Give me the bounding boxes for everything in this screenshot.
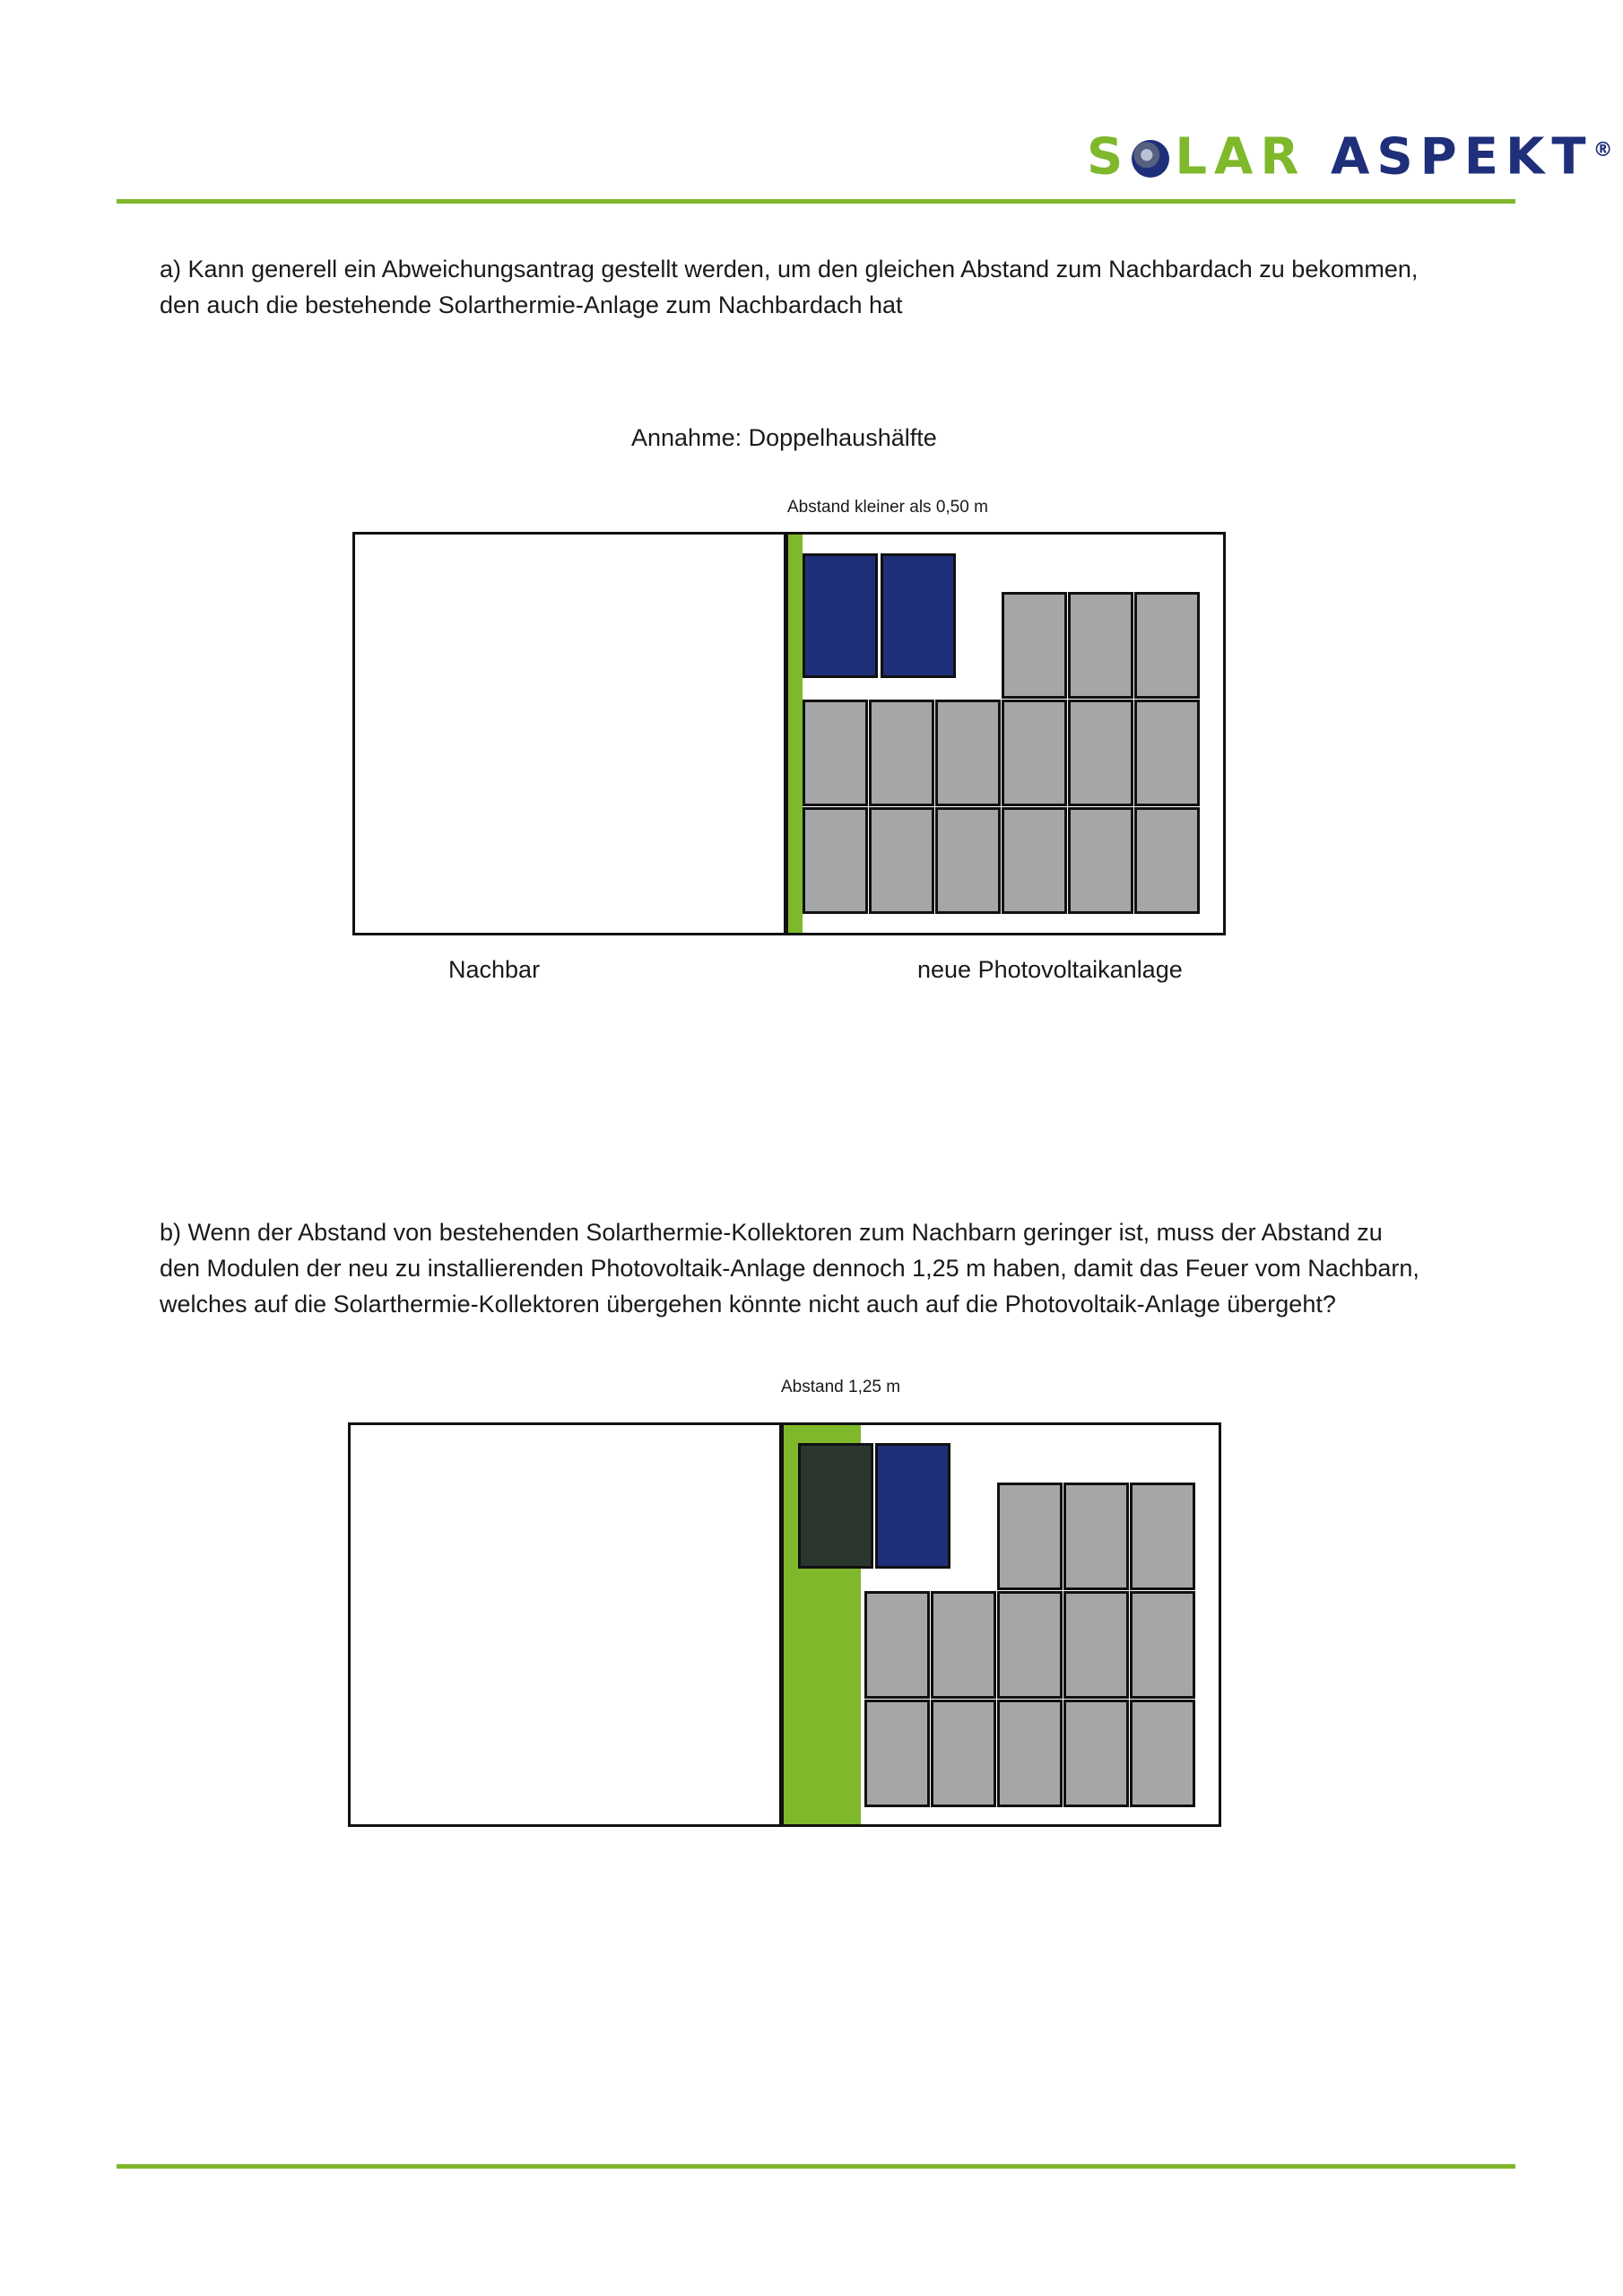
solarthermie-collector [881,553,956,678]
pv-module [935,807,1001,914]
pv-module [1130,1591,1195,1699]
figure-a-distance-label: Abstand kleiner als 0,50 m [787,498,988,517]
logo-word-aspekt: ASPEKT [1331,127,1593,187]
globe-icon [1132,140,1169,178]
pv-module [1130,1483,1195,1590]
registered-mark: ® [1593,139,1620,161]
pv-module [935,700,1001,806]
pv-module [1063,1483,1129,1590]
question-b-line-1: b) Wenn der Abstand von bestehenden Solarthermie-Kollektoren zum Nachbarn geringer ist, muss der Abstand zu [160,1219,1383,1246]
pv-module [931,1700,996,1807]
logo-letter-s: S [1087,127,1131,187]
pv-module [864,1700,930,1807]
solarthermie-collector-overlap [798,1443,873,1569]
question-b [160,1214,1487,1322]
pv-module [864,1591,930,1699]
pv-module [931,1591,996,1699]
pv-module [1134,592,1200,699]
solarthermie-collector [803,553,878,678]
header-rule [117,199,1515,204]
pv-module [1063,1700,1129,1807]
pv-module [1068,807,1133,914]
question-a-line-2: den auch die bestehende Solarthermie-Anlage zum Nachbardach hat [160,291,903,318]
question-b-line-3: welches auf die Solarthermie-Kollektoren übergehen könnte nicht auch auf die Photovoltaik-Anlage übergeht? [160,1291,1336,1318]
footer-rule [117,2164,1515,2169]
question-b-line-2: den Modulen der neu zu installierenden Photovoltaik-Anlage dennoch 1,25 m haben, damit das Feuer vom Nachbarn, [160,1255,1419,1282]
company-logo [1087,124,1620,185]
question-a [160,251,1487,323]
pv-module [869,700,934,806]
pv-module [1134,807,1200,914]
pv-module [803,700,868,806]
pv-module [997,1483,1063,1590]
fire-gap-strip-a [788,535,803,933]
logo-word-lar: LAR [1175,127,1306,187]
pv-module [803,807,868,914]
pv-module [1002,700,1067,806]
pv-module [1134,700,1200,806]
pv-module [997,1591,1063,1699]
figure-a-title: Annahme: Doppelhaushälfte [631,424,937,451]
pv-module [1002,592,1067,699]
label-nachbar: Nachbar [448,956,541,983]
solarthermie-collector [875,1443,950,1569]
pv-module [997,1700,1063,1807]
question-a-line-1: a) Kann generell ein Abweichungsantrag gestellt werden, um den gleichen Abstand zum Nachbardach zu bekommen, [160,256,1419,283]
pv-module [869,807,934,914]
figure-b-distance-label: Abstand 1,25 m [781,1378,901,1396]
pv-module [1130,1700,1195,1807]
pv-module [1068,592,1133,699]
pv-module [1068,700,1133,806]
label-neue-photovoltaikanlage: neue Photovoltaikanlage [917,956,1183,983]
pv-module [1002,807,1067,914]
pv-module [1063,1591,1129,1699]
